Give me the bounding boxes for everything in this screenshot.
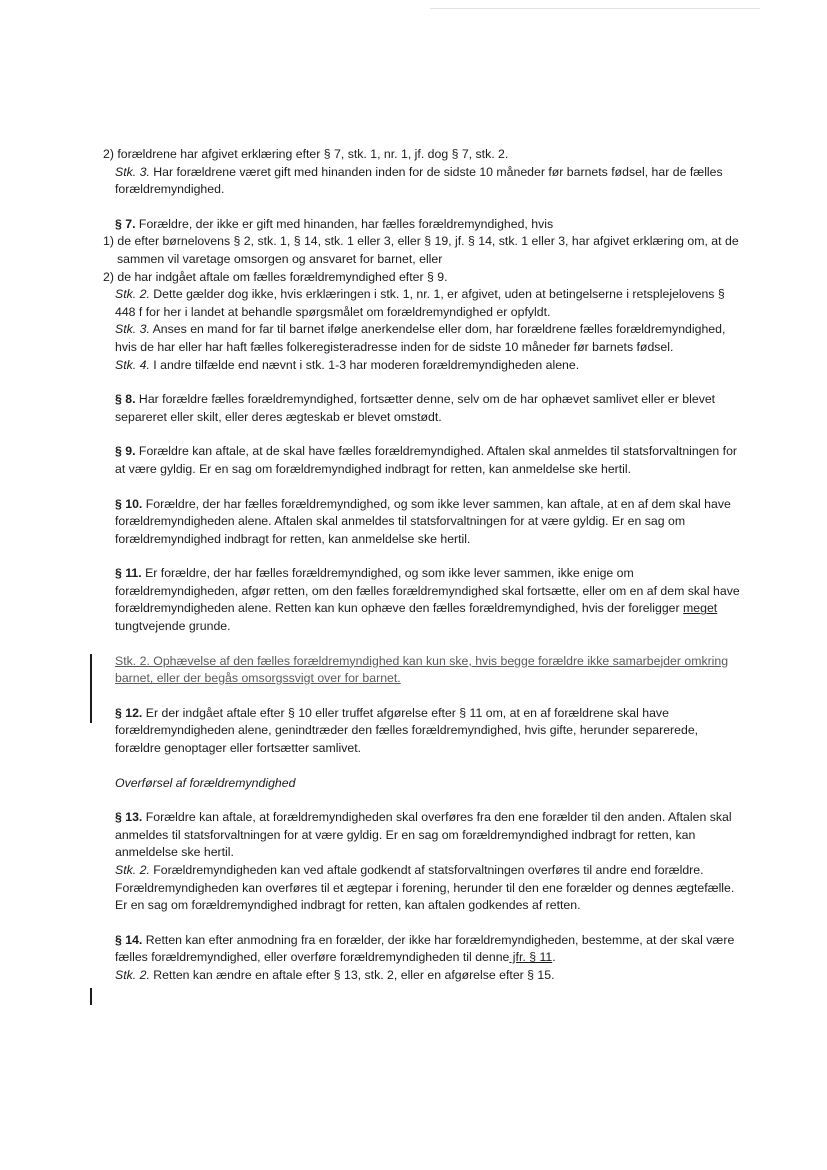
stk-label: Stk. 4. [115, 357, 150, 372]
document-body [103, 146, 743, 985]
paragraph-text: I andre tilfælde end nævnt i stk. 1-3 har moderen forældremyndigheden alene. [149, 357, 580, 372]
subheading-text: Overførsel af forældremyndighed [115, 775, 296, 790]
section-7 [103, 216, 743, 234]
scan-edge-line [430, 8, 760, 9]
section-14 [103, 932, 743, 967]
paragraph-text: Forældre kan aftale, at de skal have fælles forældremyndighed. Aftalen skal anmeldes til statsforvaltningen for at være gyldig. Er en sag om forældremyndighed indbragt for retten, kan anmeldelse ske hertil. [115, 444, 738, 476]
inserted-text: meget [683, 601, 718, 616]
section-13 [103, 809, 743, 862]
paragraph [103, 862, 743, 915]
section-heading: § 9. [115, 444, 136, 459]
inserted-text: jfr. § 11 [509, 950, 553, 965]
subheading [103, 775, 743, 793]
paragraph-text: . [552, 950, 556, 965]
list-item: 2) de har indgået aftale om fælles forældremyndighed efter § 9. [103, 269, 448, 284]
paragraph [103, 357, 743, 375]
stk-label: Stk. 3. [115, 164, 150, 179]
paragraph-text: Har forældre fælles forældremyndighed, fortsætter denne, selv om de har ophævet samlivet eller er blevet separeret eller skilt, eller deres ægteskab er blevet omstødt. [115, 392, 716, 424]
section-9 [103, 443, 743, 478]
paragraph-text: Forældre, der har fælles forældremyndighed, og som ikke lever sammen, kan aftale, at en af dem skal have forældremyndigheden alene. Aftalen skal anmeldes til statsforvaltningen for at være gyldig. Er en sag om forældremyndighed indbragt for retten, kan anmeldelse ske hertil. [115, 496, 731, 546]
paragraph-text: Forældremyndigheden kan ved aftale godkendt af statsforvaltningen overføres til andre end forældre. Forældremyndigheden kan overføres til et ægtepar i forening, herunder til den ene forælder og dennes ægtefælle. Er en sag om forældremyndighed indbragt for retten, kan aftalen godkendes af retten. [115, 863, 735, 913]
paragraph-text: Forældre kan aftale, at forældremyndigheden skal overføres fra den ene forælder til den anden. Aftalen skal anmeldes til statsforvaltningen for at være gyldig. Er en sag om forældremyndighed indbragt for retten, kan anmeldelse ske hertil. [115, 810, 732, 860]
section-heading: § 7. [115, 216, 136, 231]
revision-bar [90, 654, 92, 723]
paragraph-text: Anses en mand for far til barnet ifølge anerkendelse eller dom, har forældrene fælles forældremyndighed, hvis de har eller har haft fælles folkeregisteradresse inden for de sidste 10 måneder før barnets fødsel. [115, 322, 726, 354]
paragraph-text: Retten kan ændre en aftale efter § 13, stk. 2, eller en afgørelse efter § 15. [149, 967, 555, 982]
paragraph-text: Retten kan efter anmodning fra en forælder, der ikke har forældremyndigheden, bestemme, at der skal være fælles forældremyndighed, eller overføre forældremyndigheden til denne [115, 932, 735, 965]
section-10 [103, 496, 743, 549]
revision-bar [90, 988, 92, 1005]
stk-label: Stk. 3. [115, 322, 150, 337]
stk-label: Stk. 2. [115, 967, 150, 982]
section-heading: § 12. [115, 705, 143, 720]
section-heading: § 11. [115, 566, 142, 581]
section-heading: § 10. [115, 496, 143, 511]
paragraph [103, 286, 743, 321]
section-heading: § 14. [115, 932, 143, 947]
section-heading: § 8. [115, 392, 136, 407]
paragraph-text: Forældre, der ikke er gift med hinanden, har fælles forældremyndighed, hvis [135, 216, 554, 231]
paragraph [103, 321, 743, 356]
inserted-text: Stk. 2. Ophævelse af den fælles forældremyndighed kan kun ske, hvis begge forældre ikke samarbejder omkring barnet, eller der begås omsorgssvigt over for barnet. [115, 653, 729, 686]
inserted-paragraph [103, 653, 743, 688]
stk-label: Stk. 2. [115, 287, 150, 302]
section-11 [103, 565, 743, 635]
stk-label: Stk. 2. [115, 863, 150, 877]
list-item: 1) de efter børnelovens § 2, stk. 1, § 14, stk. 1 eller 3, eller § 19, jf. § 14, stk. 1 eller 3, har afgivet erklæring om, at de sammen vil varetage omsorgen og ansvaret for barnet, eller [103, 234, 739, 266]
section-8 [103, 391, 743, 426]
section-12 [103, 705, 743, 758]
paragraph [103, 967, 743, 985]
section-heading: § 13. [115, 810, 143, 825]
paragraph [103, 164, 743, 199]
paragraph-text: Er der indgået aftale efter § 10 eller truffet afgørelse efter § 11 om, at en af forældrene skal have forældremyndigheden alene, genindtræder den fælles forældremyndighed, hvis gifte, herunder separerede, forældre genoptager eller fortsætter samlivet. [115, 705, 699, 756]
paragraph-text: Dette gælder dog ikke, hvis erklæringen i stk. 1, nr. 1, er afgivet, uden at betingelserne i retsplejelovens § 448 f for her i landet at behandle spørgsmålet om forældremyndighed er opfyldt. [115, 287, 725, 319]
paragraph-text: Er forældre, der har fælles forældremyndighed, og som ikke lever sammen, ikke enige om forældremyndigheden, afgør retten, om den fælles forældremyndighed skal fortsætte, eller om en af dem skal have forældremyndigheden alene. Retten kan kun ophæve den fælles forældremyndighed, hvis der foreligger [115, 566, 740, 616]
paragraph-text: Har forældrene været gift med hinanden inden for de sidste 10 måneder før barnets fødsel, har de fælles forældremyndighed. [115, 164, 723, 197]
list-item: 2) forældrene har afgivet erklæring efter § 7, stk. 1, nr. 1, jf. dog § 7, stk. 2. [103, 147, 509, 161]
paragraph-text: tungtvejende grunde. [115, 619, 231, 634]
